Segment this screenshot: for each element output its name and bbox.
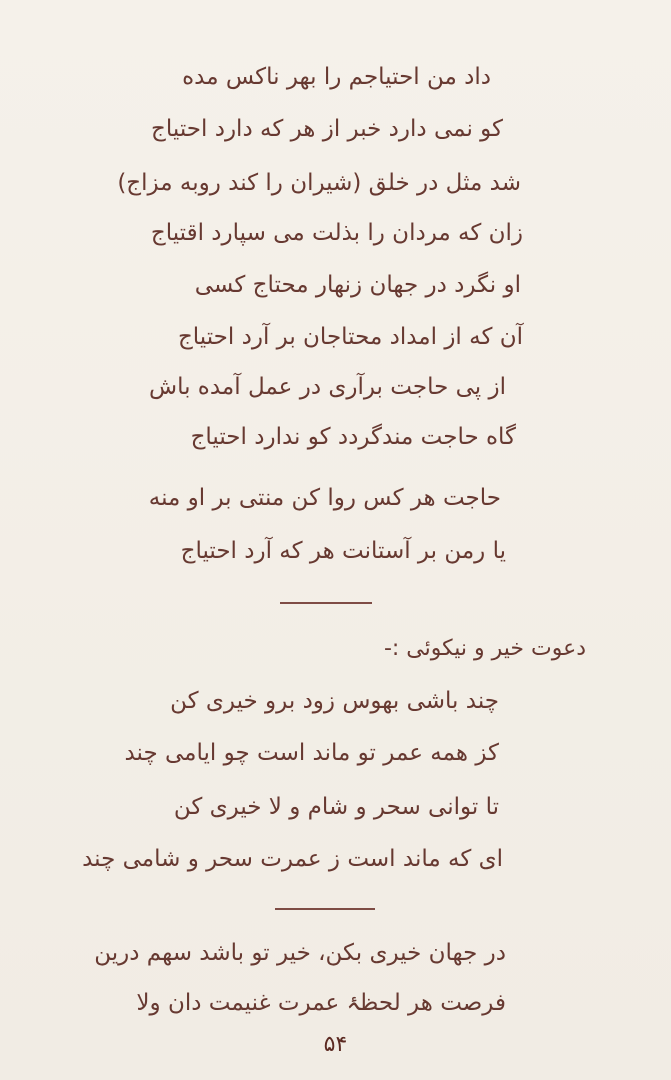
section-divider-2 [275,908,375,910]
page-number: ۵۴ [323,1032,348,1057]
section-heading-dawat: دعوت خیر و نیکوئی :- [383,636,586,661]
section2-line-4: ای که ماند است ز عمرت سحر و شامی چند [82,846,503,872]
section3-line-1: در جهان خیری بکن، خیر تو باشد سهم درین [94,940,506,966]
section2-line-2: کز همه عمر تو ماند است چو ایامی چند [124,740,499,766]
section3-line-2: فرصت هر لحظۂ عمرت غنیمت دان ولا [136,990,506,1016]
poem-line-5: او نگرد در جهان زنهار محتاج کسی [194,272,521,298]
section2-line-1: چند باشی بهوس زود برو خیری کن [170,688,499,714]
poem-line-9: حاجت هر کس روا کن منتی بر او منه [148,485,501,511]
section-divider-1 [280,602,372,604]
poem-line-6: آن که از امداد محتاجان بر آرد احتیاج [177,324,523,350]
poem-line-4: زان که مردان را بذلت می سپارد اقتیاج [150,220,523,246]
poem-line-3: شد مثل در خلق (شیران را کند روبه مزاج) [117,170,521,196]
poem-line-2: کو نمی دارد خبر از هر که دارد احتیاج [151,116,503,142]
poem-line-10: یا رمن بر آستانت هر که آرد احتیاج [180,538,506,564]
poem-line-8: گاه حاجت مندگردد کو ندارد احتیاج [190,424,516,450]
poem-line-7: از پی حاجت برآری در عمل آمده باش [149,374,506,400]
section2-line-3: تا توانی سحر و شام و لا خیری کن [173,794,499,820]
poem-line-1: داد من احتیاجم را بهر ناکس مده [182,64,491,90]
